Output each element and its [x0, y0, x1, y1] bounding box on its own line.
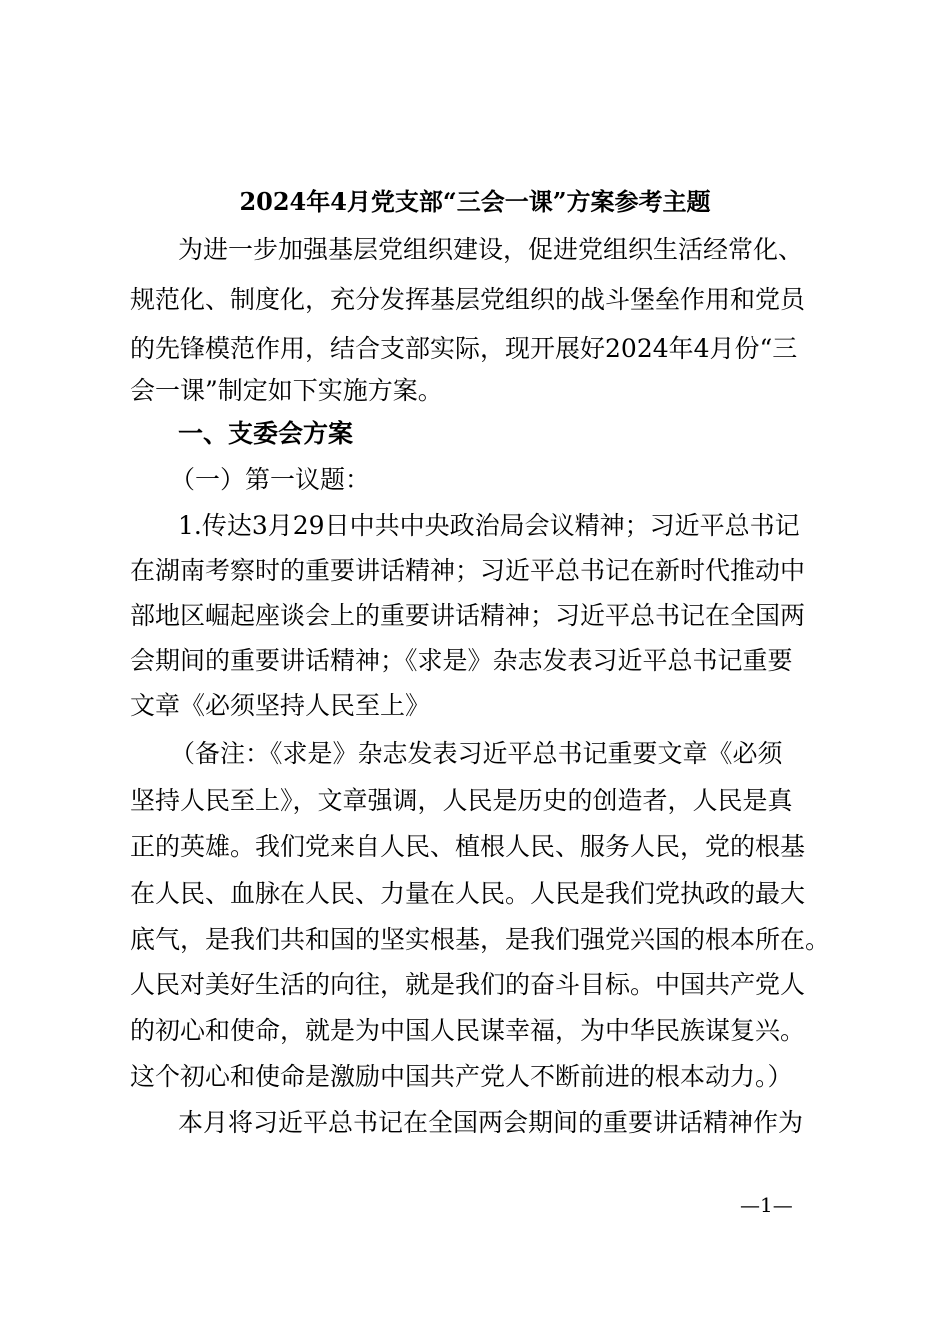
item1-line-5: 文章《必须坚持人民至上》: [130, 691, 431, 720]
final-line: 本月将习近平总书记在全国两会期间的重要讲话精神作为: [178, 1108, 804, 1137]
subsection-heading: （一）第一议题：: [170, 465, 371, 494]
intro-line-3: 的先锋模范作用，结合支部实际，现开展好2024年4月份“三: [130, 334, 798, 363]
note-line-5: 底气，是我们共和国的坚实根基，是我们强党兴国的根本所在。: [130, 925, 831, 954]
document-title: 2024年4月党支部“三会一课”方案参考主题: [239, 187, 711, 216]
item1-line-2: 在湖南考察时的重要讲话精神；习近平总书记在新时代推动中: [130, 556, 806, 585]
page-number: —1—: [740, 1193, 793, 1217]
section-heading: 一、支委会方案: [178, 419, 354, 448]
note-line-8: 这个初心和使命是激励中国共产党人不断前进的根本动力。）: [130, 1062, 793, 1091]
intro-line-2: 规范化、制度化，充分发挥基层党组织的战斗堡垒作用和党员: [130, 285, 806, 314]
note-line-1: （备注：《求是》杂志发表习近平总书记重要文章《必须: [170, 739, 783, 768]
note-line-7: 的初心和使命，就是为中国人民谋幸福，为中华民族谋复兴。: [130, 1016, 806, 1045]
item1-line-3: 部地区崛起座谈会上的重要讲话精神；习近平总书记在全国两: [130, 601, 806, 630]
note-line-3: 正的英雄。我们党来自人民、植根人民、服务人民，党的根基: [130, 832, 806, 861]
item1-line-1: 1.传达3月29日中共中央政治局会议精神；习近平总书记: [178, 511, 800, 540]
intro-line-4: 会一课”制定如下实施方案。: [130, 376, 443, 405]
note-line-2: 坚持人民至上》，文章强调，人民是历史的创造者，人民是真: [130, 786, 793, 815]
intro-line-1: 为进一步加强基层党组织建设，促进党组织生活经常化、: [178, 235, 804, 264]
note-line-4: 在人民、血脉在人民、力量在人民。人民是我们党执政的最大: [130, 879, 806, 908]
note-line-6: 人民对美好生活的向往，就是我们的奋斗目标。中国共产党人: [130, 970, 806, 999]
item1-line-4: 会期间的重要讲话精神；《求是》杂志发表习近平总书记重要: [130, 646, 793, 675]
